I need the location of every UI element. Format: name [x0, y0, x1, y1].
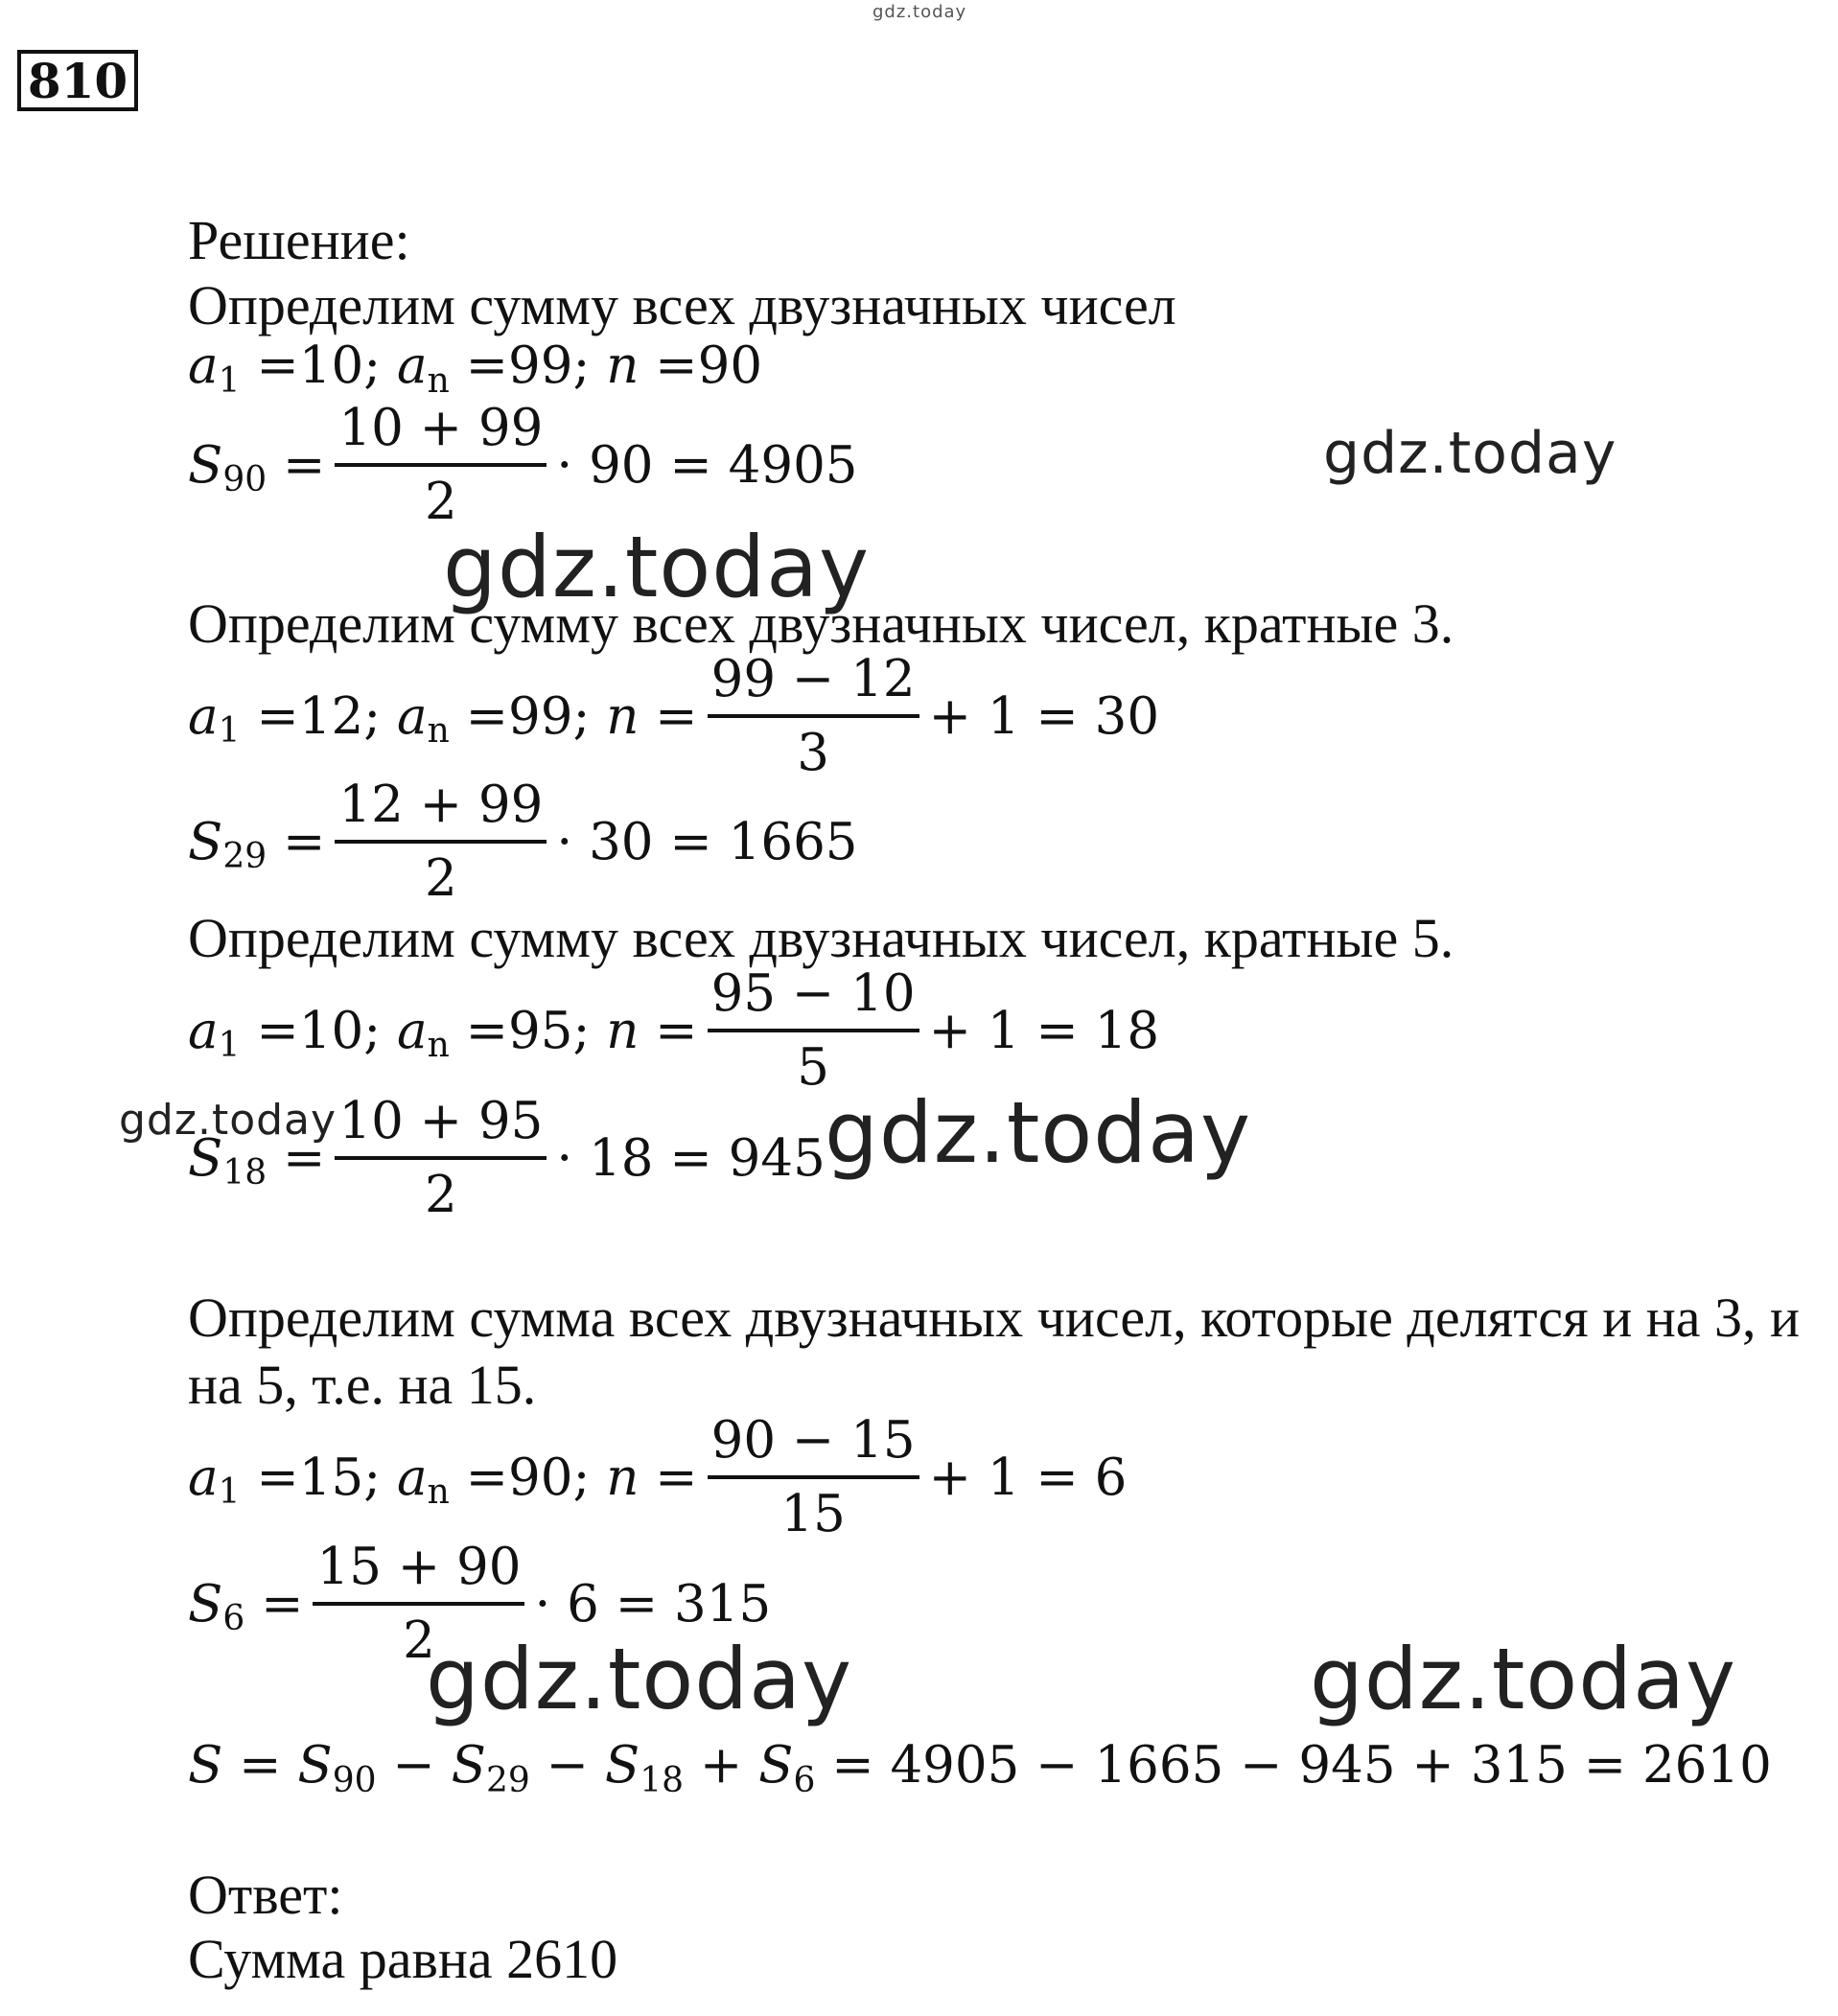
- watermark-1: gdz.today: [1323, 420, 1617, 487]
- part4-sum-formula: S 6 = $\frac{15 + 90}{2}$ · 6 = 315: [188, 1538, 772, 1670]
- watermark-5: gdz.today: [426, 1630, 853, 1728]
- final-sum-formula: S = S 90 − S 29 − S 18 + S 6 = 4905 − 1665 − 945 + 315 = 2610: [188, 1736, 1772, 1800]
- answer-label: Ответ:: [188, 1864, 343, 1926]
- part2-n-fraction: $\frac{99 - 12}{3}$: [708, 654, 919, 778]
- part4-heading-line1: Определим сумма всех двузначных чисел, которые делятся и на 3, и: [188, 1286, 1801, 1349]
- answer-text: Сумма равна 2610: [188, 1928, 618, 1990]
- part4-n-fraction: $\frac{90 - 15}{15}$: [708, 1415, 919, 1540]
- part3-sum-formula: S 18 = $\frac{10 + 95}{2}$ · 18 = 945: [188, 1092, 826, 1224]
- watermark-2: gdz.today: [443, 518, 871, 616]
- part1-sum-formula: S 90 = $\frac{10 + 99}{2}$ · 90 = 4905: [188, 399, 858, 531]
- part3-n-fraction: $\frac{95 - 10}{5}$: [708, 968, 919, 1093]
- part2-sum-formula: S 29 = $\frac{12 + 99}{2}$ · 30 = 1665: [188, 776, 858, 908]
- problem-number: 810: [17, 50, 138, 111]
- part3-params: a 1 = 10 ; a n = 95 ; n = $\frac{95 - 10}{5}$ + 1 = 18: [188, 964, 1160, 1097]
- part1-fraction: $\frac{10 + 99}{2}$: [335, 403, 547, 527]
- watermark-3: gdz.today: [119, 1096, 337, 1145]
- part3-fraction: $\frac{10 + 95}{2}$: [335, 1096, 547, 1220]
- watermark-6: gdz.today: [1310, 1630, 1737, 1728]
- part4-fraction: $\frac{15 + 90}{2}$: [313, 1541, 524, 1666]
- solution-label: Решение:: [188, 209, 410, 271]
- watermark-top: gdz.today: [872, 2, 967, 22]
- part2-fraction: $\frac{12 + 99}{2}$: [335, 779, 547, 904]
- part2-heading: Определим сумму всех двузначных чисел, кратные 3.: [188, 592, 1454, 655]
- part4-params: a 1 = 15 ; a n = 90 ; n = $\frac{90 - 15}{15}$ + 1 = 6: [188, 1411, 1128, 1543]
- part3-heading: Определим сумму всех двузначных чисел, кратные 5.: [188, 907, 1454, 969]
- part2-params: a 1 = 12 ; a n = 99 ; n = $\frac{99 - 12}{3}$ + 1 = 30: [188, 650, 1160, 782]
- part1-heading: Определим сумму всех двузначных чисел: [188, 274, 1176, 336]
- part4-heading-line2: на 5, т.е. на 15.: [188, 1354, 537, 1416]
- part1-params: a 1 = 10 ; a n = 99 ; n = 90: [188, 336, 763, 401]
- watermark-4: gdz.today: [825, 1083, 1252, 1182]
